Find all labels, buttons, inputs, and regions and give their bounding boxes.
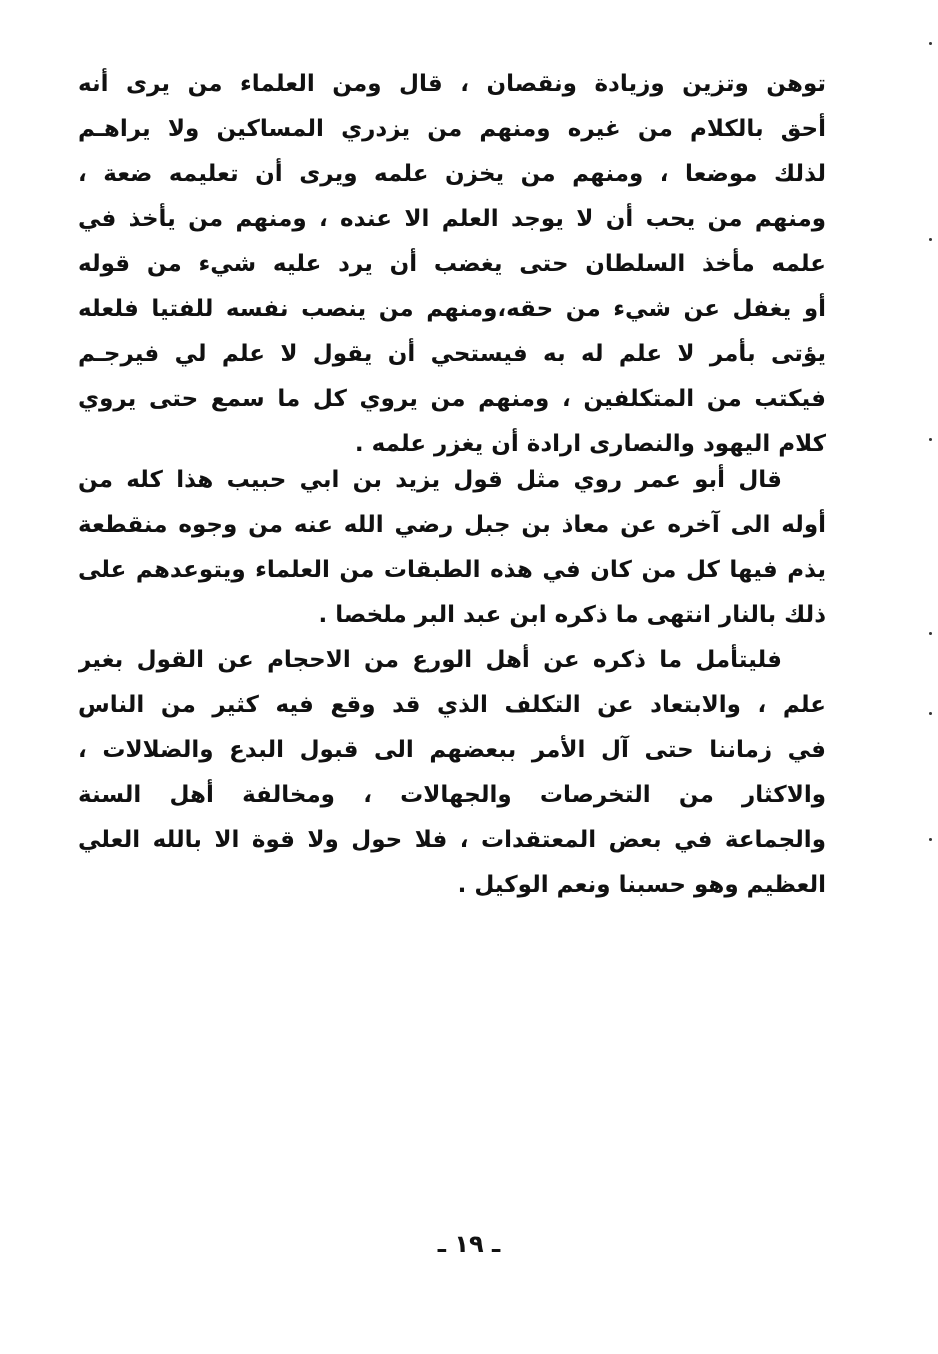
text-line: أحق بالكلام من غيره ومنهم من يزدري المساكين ولا يراهـم (78, 116, 826, 142)
text-line: لذلك موضعا ، ومنهم من يخزن علمه ويرى أن تعليمه ضعة ، (78, 161, 826, 187)
text-line: قال أبو عمر روي مثل قول يزيد بن ابي حبيب هذا كله من (78, 467, 782, 493)
text-line: فيكتب من المتكلفين ، ومنهم من يروي كل ما سمع حتى يروي (78, 386, 826, 412)
text-line: والاكثار من التخرصات والجهالات ، ومخالفة أهل السنة (78, 782, 826, 808)
margin-speck (929, 838, 932, 841)
text-line: ذلك بالنار انتهى ما ذكره ابن عبد البر ملخصا . (318, 602, 826, 628)
margin-speck (929, 42, 932, 45)
text-line: أوله الى آخره عن معاذ بن جبل رضي الله عنه من وجوه منقطعة (78, 512, 826, 538)
text-line: ومنهم من يحب أن لا يوجد العلم الا عنده ، ومنهم من يأخذ في (78, 206, 826, 232)
text-line: العظيم وهو حسبنا ونعم الوكيل . (457, 872, 826, 898)
page-number: ـ ١٩ ـ (437, 1230, 501, 1258)
margin-speck (929, 238, 932, 241)
text-line: توهن وتزين وزيادة ونقصان ، قال ومن العلماء من يرى أنه (78, 71, 826, 97)
paragraph-1 (78, 62, 826, 467)
paragraph-3 (78, 638, 826, 908)
margin-speck (929, 712, 932, 715)
text-line: يؤتى بأمر لا علم له به فيستحي أن يقول لا علم لي فيرجـم (78, 341, 826, 367)
text-line: يذم فيها كل من كان في هذه الطبقات من العلماء ويتوعدهم على (78, 557, 826, 583)
margin-speck (929, 438, 932, 441)
text-line: في زماننا حتى آل الأمر ببعضهم الى قبول البدع والضلالات ، (78, 737, 826, 763)
text-line: فليتأمل ما ذكره عن أهل الورع من الاحجام عن القول بغير (78, 647, 782, 673)
text-line: كلام اليهود والنصارى ارادة أن يغزر علمه . (354, 431, 826, 457)
paragraph-2 (78, 458, 826, 638)
margin-speck (929, 632, 932, 635)
text-line: أو يغفل عن شيء من حقه،ومنهم من ينصب نفسه للفتيا فلعله (78, 296, 826, 322)
text-line: علمه مأخذ السلطان حتى يغضب أن يرد عليه شيء من قوله (78, 251, 826, 277)
text-line: والجماعة في بعض المعتقدات ، فلا حول ولا قوة الا بالله العلي (78, 827, 826, 853)
text-line: علم ، والابتعاد عن التكلف الذي قد وقع فيه كثير من الناس (78, 692, 826, 718)
